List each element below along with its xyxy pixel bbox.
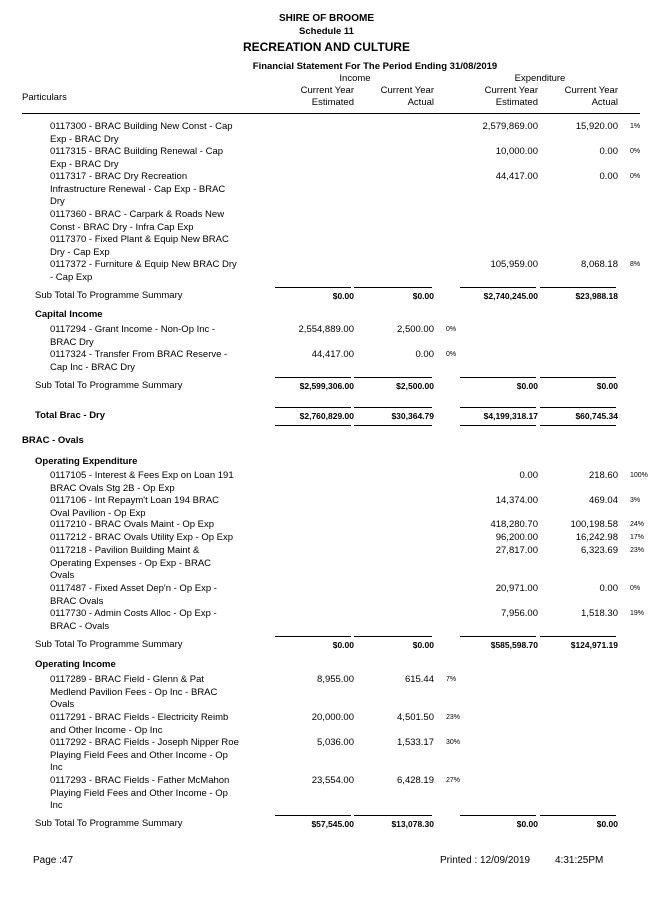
income-estimated-value: 23,554.00: [311, 775, 354, 786]
subtotal-rule: [460, 287, 536, 288]
income-estimated-header-1: Current Year: [300, 85, 354, 96]
subtotal-rule: [275, 377, 351, 378]
subtotal-rule: [275, 815, 351, 816]
page-number: Page :47: [33, 855, 74, 866]
subtotal-label: Sub Total To Programme Summary: [35, 290, 183, 301]
income-percent: 30%: [446, 739, 461, 746]
income-percent: 0%: [446, 351, 457, 358]
expenditure-estimated-value: $4,199,318.17: [483, 411, 538, 421]
expenditure-estimated-value: 96,200.00: [495, 532, 538, 543]
total-rule: [540, 425, 616, 426]
line-item-text: 0117360 - BRAC - Carpark & Roads New: [50, 209, 225, 220]
expenditure-estimated-value: $0.00: [516, 819, 538, 829]
income-percent: 7%: [446, 676, 457, 683]
income-actual-value: $2,500.00: [396, 381, 434, 391]
income-actual-header-1: Current Year: [380, 85, 434, 96]
expenditure-percent: 100%: [630, 472, 648, 479]
income-actual-value: $13,078.30: [391, 819, 434, 829]
income-percent: 0%: [446, 326, 457, 333]
expenditure-actual-value: $60,745.34: [575, 411, 618, 421]
expenditure-actual-value: $0.00: [596, 819, 618, 829]
expenditure-estimated-value: 14,374.00: [495, 495, 538, 506]
line-item-text: 0117293 - BRAC Fields - Father McMahon: [50, 775, 230, 786]
total-label: Total Brac - Dry: [35, 410, 106, 421]
expenditure-percent: 1%: [630, 123, 641, 130]
subtotal-label: Sub Total To Programme Summary: [35, 818, 183, 829]
expenditure-estimated-value: 27,817.00: [495, 545, 538, 556]
group-heading: Operating Expenditure: [35, 456, 138, 467]
line-item-text: 0117370 - Fixed Plant & Equip New BRAC: [50, 234, 229, 245]
subtotal-label: Sub Total To Programme Summary: [35, 380, 183, 391]
subtotal-rule: [354, 636, 432, 637]
expenditure-percent: 19%: [630, 610, 645, 617]
group-heading: Capital Income: [35, 309, 103, 320]
income-actual-value: 6,428.19: [397, 775, 434, 786]
income-actual-value: $30,364.79: [391, 411, 434, 421]
expenditure-estimated-value: 0.00: [519, 470, 538, 481]
subtotal-rule: [540, 815, 616, 816]
expenditure-actual-header-1: Current Year: [564, 85, 618, 96]
income-estimated-value: 5,036.00: [317, 737, 354, 748]
line-item-text: and Other Income - Op Inc: [50, 724, 163, 736]
line-item-text: Medlend Pavilion Fees - Op Inc - BRAC: [50, 686, 218, 698]
line-item-text: Dry: [50, 196, 65, 207]
subtotal-rule: [460, 407, 536, 408]
subtotal-rule: [460, 377, 536, 378]
income-actual-value: 4,501.50: [397, 712, 434, 723]
line-item-text: 0117212 - BRAC Ovals Utility Exp - Op Exp: [50, 532, 234, 543]
subtotal-rule: [275, 287, 351, 288]
line-item-text: Const - BRAC Dry - Infra Cap Exp: [50, 221, 194, 233]
income-estimated-value: $0.00: [332, 640, 354, 650]
subtotal-rule: [540, 287, 616, 288]
expenditure-actual-value: 0.00: [599, 146, 618, 157]
expenditure-actual-value: 16,242.98: [575, 532, 618, 543]
expenditure-actual-value: 100,198.58: [570, 519, 618, 530]
subtotal-rule: [354, 407, 432, 408]
expenditure-percent: 8%: [630, 261, 641, 268]
expenditure-actual-value: 0.00: [599, 171, 618, 182]
line-item-text: 0117291 - BRAC Fields - Electricity Reimb: [50, 712, 229, 723]
line-item-text: BRAC Ovals Stg 2B - Op Exp: [50, 482, 175, 494]
subtotal-rule: [540, 377, 616, 378]
statement-subtitle: Financial Statement For The Period Ending 31/08/2019: [252, 61, 498, 72]
line-item-text: Infrastructure Renewal - Cap Exp - BRAC: [50, 183, 226, 195]
printed-date: Printed : 12/09/2019: [440, 855, 531, 866]
total-rule: [460, 425, 536, 426]
subtotal-rule: [460, 815, 536, 816]
expenditure-actual-value: 8,068.18: [581, 259, 618, 270]
subtotal-rule: [460, 636, 536, 637]
income-actual-value: $0.00: [412, 640, 434, 650]
expenditure-estimated-value: 7,956.00: [501, 608, 538, 619]
expenditure-estimated-value: $2,740,245.00: [483, 291, 538, 301]
income-estimated-value: 8,955.00: [317, 674, 354, 685]
income-actual-value: 615.44: [404, 674, 434, 685]
expenditure-estimated-header-2: Estimated: [495, 97, 538, 108]
expenditure-percent: 23%: [630, 547, 645, 554]
expenditure-estimated-value: 44,417.00: [495, 171, 538, 182]
expenditure-estimated-header-1: Current Year: [484, 85, 538, 96]
total-rule: [354, 425, 432, 426]
line-item-text: 0117730 - Admin Costs Alloc - Op Exp -: [50, 608, 217, 619]
line-item-text: Inc: [50, 800, 63, 811]
header-divider: [22, 113, 640, 114]
line-item-text: Cap Inc - BRAC Dry: [50, 361, 135, 373]
line-item-text: 0117294 - Grant Income - Non-Op Inc -: [50, 324, 216, 335]
line-item-text: BRAC Ovals: [50, 595, 104, 607]
income-percent: 23%: [446, 714, 461, 721]
expenditure-actual-header-2: Actual: [591, 97, 618, 108]
line-item-text: Ovals: [50, 699, 75, 710]
line-item-text: Inc: [50, 762, 63, 773]
expenditure-percent: 3%: [630, 497, 641, 504]
line-item-text: 0117292 - BRAC Fields - Joseph Nipper Roe: [50, 737, 239, 748]
expenditure-actual-value: 0.00: [599, 583, 618, 594]
expenditure-percent: 17%: [630, 534, 645, 541]
line-item-text: Playing Field Fees and Other Income - Op: [50, 787, 228, 799]
line-item-text: 0117300 - BRAC Building New Const - Cap: [50, 121, 233, 132]
expenditure-estimated-value: 418,280.70: [490, 519, 538, 530]
printed-time: 4:31:25PM: [555, 855, 604, 866]
line-item-text: Dry - Cap Exp: [50, 246, 110, 258]
line-item-text: Ovals: [50, 570, 75, 581]
expenditure-label: Expenditure: [514, 73, 566, 84]
page-title: RECREATION AND CULTURE: [242, 40, 411, 54]
line-item-text: BRAC Dry: [50, 336, 94, 348]
income-actual-value: 0.00: [415, 349, 434, 360]
subtotal-rule: [275, 407, 351, 408]
income-estimated-value: $2,599,306.00: [299, 381, 354, 391]
line-item-text: - Cap Exp: [50, 271, 93, 283]
income-actual-value: 2,500.00: [397, 324, 434, 335]
expenditure-actual-value: 218.60: [588, 470, 618, 481]
line-item-text: 0117210 - BRAC Ovals Maint - Op Exp: [50, 519, 215, 530]
income-estimated-value: $57,545.00: [311, 819, 354, 829]
income-estimated-header-2: Estimated: [311, 97, 354, 108]
line-item-text: 0117315 - BRAC Building Renewal - Cap: [50, 146, 224, 157]
line-item-text: 0117106 - Int Repaym't Loan 194 BRAC: [50, 495, 220, 506]
section-heading: BRAC - Ovals: [22, 435, 84, 446]
expenditure-actual-value: 15,920.00: [575, 121, 618, 132]
line-item-text: Operating Expenses - Op Exp - BRAC: [50, 557, 212, 569]
particulars-label: Particulars: [22, 92, 67, 103]
income-actual-value: 1,533.17: [397, 737, 434, 748]
expenditure-estimated-value: 2,579,869.00: [482, 121, 538, 132]
line-item-text: 0117218 - Pavilion Building Maint &: [50, 545, 200, 556]
income-estimated-value: 20,000.00: [311, 712, 354, 723]
expenditure-actual-value: $0.00: [596, 381, 618, 391]
expenditure-percent: 0%: [630, 173, 641, 180]
line-item-text: 0117324 - Transfer From BRAC Reserve -: [50, 349, 228, 360]
line-item-text: Exp - BRAC Dry: [50, 158, 119, 170]
expenditure-percent: 0%: [630, 585, 641, 592]
expenditure-actual-value: 1,518.30: [581, 608, 618, 619]
expenditure-estimated-value: $585,598.70: [490, 640, 538, 650]
expenditure-estimated-value: 105,959.00: [490, 259, 538, 270]
expenditure-percent: 24%: [630, 521, 645, 528]
line-item-text: 0117289 - BRAC Field - Glenn & Pat: [50, 674, 205, 685]
income-estimated-value: 44,417.00: [311, 349, 354, 360]
line-item-text: BRAC - Ovals: [50, 620, 110, 632]
expenditure-estimated-value: 20,971.00: [495, 583, 538, 594]
expenditure-actual-value: 6,323.69: [581, 545, 618, 556]
subtotal-rule: [275, 636, 351, 637]
income-actual-value: $0.00: [412, 291, 434, 301]
income-label: Income: [339, 73, 371, 84]
subtotal-rule: [354, 815, 432, 816]
org-name: SHIRE OF BROOME: [278, 13, 374, 24]
subtotal-rule: [354, 377, 432, 378]
subtotal-rule: [354, 287, 432, 288]
income-estimated-value: $2,760,829.00: [299, 411, 354, 421]
line-item-text: 0117487 - Fixed Asset Dep'n - Op Exp -: [50, 583, 217, 594]
income-actual-header-2: Actual: [407, 97, 434, 108]
line-item-text: 0117372 - Furniture & Equip New BRAC Dry: [50, 259, 237, 270]
line-item-text: Oval Pavilion - Op Exp: [50, 507, 146, 519]
income-estimated-value: $0.00: [332, 291, 354, 301]
expenditure-percent: 0%: [630, 148, 641, 155]
expenditure-actual-value: 469.04: [588, 495, 618, 506]
total-rule: [275, 425, 351, 426]
schedule-label: Schedule 11: [299, 26, 354, 37]
subtotal-label: Sub Total To Programme Summary: [35, 639, 183, 650]
income-estimated-value: 2,554,889.00: [298, 324, 354, 335]
expenditure-actual-value: $23,988.18: [575, 291, 618, 301]
expenditure-estimated-value: $0.00: [516, 381, 538, 391]
line-item-text: Exp - BRAC Dry: [50, 133, 119, 145]
subtotal-rule: [540, 636, 616, 637]
line-item-text: Playing Field Fees and Other Income - Op: [50, 749, 228, 761]
subtotal-rule: [540, 407, 616, 408]
income-percent: 27%: [446, 777, 461, 784]
expenditure-estimated-value: 10,000.00: [495, 146, 538, 157]
group-heading: Operating Income: [35, 659, 116, 670]
expenditure-actual-value: $124,971.19: [570, 640, 618, 650]
line-item-text: 0117317 - BRAC Dry Recreation: [50, 171, 188, 182]
line-item-text: 0117105 - Interest & Fees Exp on Loan 191: [50, 470, 234, 481]
